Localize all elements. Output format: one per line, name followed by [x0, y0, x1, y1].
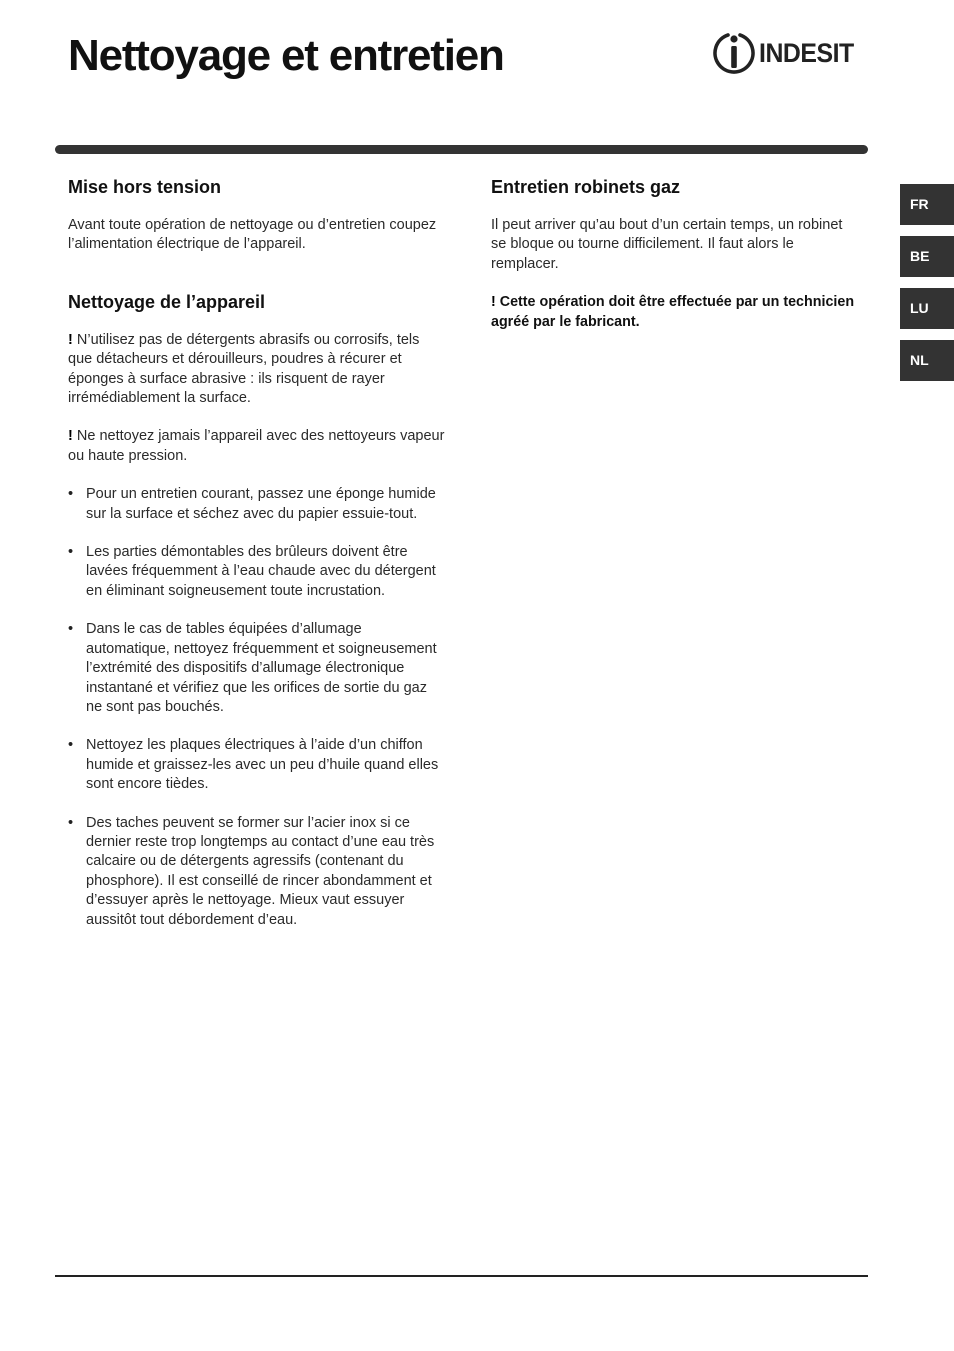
- list-item-text: Nettoyez les plaques électriques à l’aide d’un chiffon humide et graissez-les avec un peu d’huile quand elles sont encore tièdes.: [86, 737, 439, 793]
- bullet-icon: •: [68, 621, 74, 638]
- warning-text: Ne nettoyez jamais l’appareil avec des nettoyeurs vapeur ou haute pression.: [68, 428, 445, 464]
- list-item: [68, 543, 446, 601]
- lang-tab-be: BE: [900, 236, 954, 277]
- list-item: [68, 814, 446, 930]
- language-tabs: [900, 184, 954, 392]
- right-column: [491, 176, 861, 351]
- warning-mark-icon: !: [68, 331, 73, 348]
- logo-text: INDESIT: [759, 37, 854, 68]
- warning-text: Cette opération doit être effectuée par un technicien agréé par le fabricant.: [491, 294, 855, 330]
- list-item-text: Des taches peuvent se former sur l’acier inox si ce dernier reste trop longtemps au contact d’une eau très calcaire ou de détergents agressifs (contenant du phosphore). Il est conseillé de rincer abondamment et d’essuyer après le nettoyage. Mieux vaut essuyer aussitôt tout débordement d’eau.: [86, 814, 435, 928]
- warning-mark-icon: !: [491, 294, 496, 311]
- warning-paragraph: [68, 331, 446, 409]
- lang-tab-nl: NL: [900, 340, 954, 381]
- section-paragraph: Avant toute opération de nettoyage ou d’entretien coupez l’alimentation électrique de l’appareil.: [68, 217, 437, 253]
- bullet-icon: •: [68, 814, 74, 831]
- warning-paragraph: [491, 293, 861, 332]
- section-heading-nettoyage: Nettoyage de l’appareil: [68, 291, 266, 312]
- list-item-text: Dans le cas de tables équipées d’allumage automatique, nettoyez fréquemment et soigneusement l’extrémité des dispositifs d’allumage électronique instantané et vérifiez que les orifices de sortie du gaz ne sont pas bouchés.: [86, 621, 437, 715]
- section-heading-robinets-gaz: Entretien robinets gaz: [491, 177, 681, 197]
- left-column: [68, 176, 446, 949]
- bottom-divider: [55, 1275, 868, 1277]
- list-item: [68, 485, 446, 524]
- top-divider: [55, 145, 868, 154]
- indesit-i-icon: [713, 31, 755, 75]
- indesit-logo: [713, 30, 873, 76]
- lang-tab-lu: LU: [900, 288, 954, 329]
- list-item: [68, 620, 446, 717]
- list-item-text: Les parties démontables des brûleurs doivent être lavées fréquemment à l’eau chaude avec du détergent en éliminant soigneusement toute incrustation.: [86, 544, 436, 599]
- bullet-icon: •: [68, 544, 74, 561]
- warning-mark-icon: !: [68, 428, 73, 445]
- warning-paragraph: [68, 427, 446, 466]
- section-paragraph: Il peut arriver qu’au bout d’un certain temps, un robinet se bloque ou tourne difficilement. Il faut alors le remplacer.: [491, 217, 843, 272]
- lang-tab-fr: FR: [900, 184, 954, 225]
- section-heading-mise-hors-tension: Mise hors tension: [68, 177, 222, 197]
- bullet-icon: •: [68, 486, 74, 503]
- bullet-icon: •: [68, 737, 74, 754]
- cleaning-bullet-list: [68, 485, 446, 930]
- list-item-text: Pour un entretien courant, passez une éponge humide sur la surface et séchez avec du papier essuie-tout.: [86, 486, 436, 522]
- page-title: Nettoyage et entretien: [68, 31, 504, 80]
- warning-text: N’utilisez pas de détergents abrasifs ou corrosifs, tels que détacheurs et dérouilleurs, poudres à récurer et éponges à surface abrasive : ils risquent de rayer irrémédiablement la surface.: [68, 331, 420, 407]
- list-item: [68, 736, 446, 794]
